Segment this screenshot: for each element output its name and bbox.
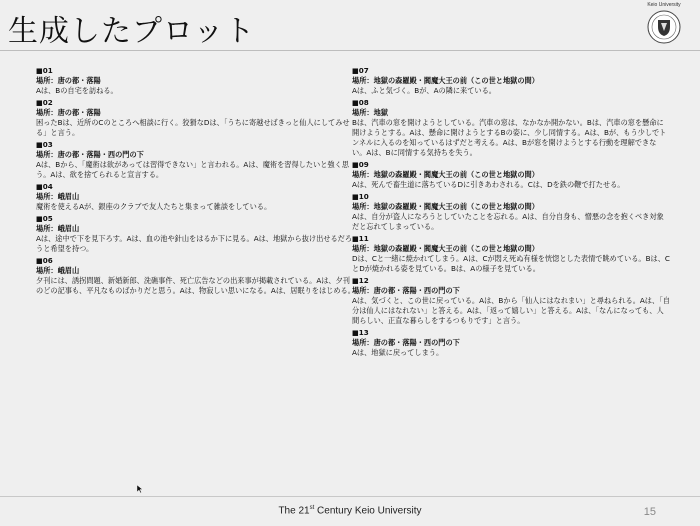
scene-number: ■08 [352,98,369,107]
scene-number: ■03 [36,140,53,149]
scene-place: 場所：地獄の森羅殿・閻魔大王の前（この世と地獄の間） [352,202,539,211]
scene-number: ■06 [36,256,53,265]
crest-icon [647,10,681,44]
footer-divider [0,496,700,497]
scene-place: 場所：唐の都・落陽・西の門の下 [352,286,460,295]
scene-body: 魔術を使えるAが、銀座のクラブで友人たちと集まって雑談をしている。 [36,202,272,211]
scene-04 [36,182,356,212]
page-number: 15 [643,506,656,518]
scene-11 [352,234,670,274]
scene-place: 場所：地獄の森羅殿・閻魔大王の前（この世と地獄の間） [352,244,539,253]
scene-body: Aは、自分が盗人になろうとしていたことを忘れる。Aは、自分自身も、憎悪の念を抱くべき対象だと忘れてしまっている。 [352,212,664,231]
footer-pre: The 21 [278,505,310,517]
footer-university [0,505,700,516]
scene-number: ■13 [352,328,369,337]
keio-logo [634,2,694,52]
scene-place: 場所：唐の都・落陽 [36,76,101,85]
scene-number: ■09 [352,160,369,169]
scene-place: 場所：地獄 [352,108,388,117]
footer-post: Century Keio University [314,505,422,517]
scene-01 [36,66,356,96]
scene-03 [36,140,356,180]
logo-text: Keio University [647,2,681,8]
scene-number: ■10 [352,192,369,201]
slide-title: 生成したプロット [8,14,256,49]
scene-number: ■02 [36,98,53,107]
scene-number: ■04 [36,182,53,191]
title-divider [0,50,700,51]
scene-place: 場所：峨眉山 [36,266,80,275]
scene-body: 夕刊には、誘拐問題、新婚新郎、洗礁事件、死亡広告などの出来事が掲載されている。Aは、夕刊のどの記事も、平凡なものばかりだと思う。Aは、物寂しい思いになる。Aは、居眠りをはじめる。 [36,276,355,295]
scene-02 [36,98,356,138]
scene-place: 場所：峨眉山 [36,192,80,201]
scene-place: 場所：地獄の森羅殿・閻魔大王の前（この世と地獄の間） [352,76,539,85]
scene-number: ■07 [352,66,369,75]
scene-08 [352,98,670,158]
scene-place: 場所：唐の都・落陽・西の門の下 [352,338,460,347]
scene-body: Aは、ふと気づく。Bが、Aの隣に来ている。 [352,86,496,95]
scene-12 [352,276,670,326]
scene-10 [352,192,670,232]
scene-body: Aは、気づくと、この世に戻っている。Aは、Bから「仙人にはなれまい」と尋ねられる。Aは、「自分は仙人にはなれない」と答える。Aは、「返って嬉しい」と答える。Aは、「なんになっても、人間らしい、正直な暮らしをするつもりです」と言う。 [352,296,670,325]
scene-05 [36,214,356,254]
footer-sup: st [309,505,315,511]
scene-body: Aは、Bから、「魔術は欲があっては習得できない」と言われる。Aは、魔術を習得したいと強く思う。Aは、欲を捨てられると宣言する。 [36,160,349,179]
scene-body: Aは、地獄に戻ってしまう。 [352,348,444,357]
scene-place: 場所：峨眉山 [36,224,80,233]
scene-place: 場所：唐の都・落陽・西の門の下 [36,150,144,159]
scene-body: Aは、Bの自宅を訪ねる。 [36,86,118,95]
scene-body: 困ったBは、近所のCのところへ相談に行く。狡猾なDは、「うちに寄越せばきっと仙人にしてみせる」と言う。 [36,118,350,137]
scene-place: 場所：地獄の森羅殿・閻魔大王の前（この世と地獄の間） [352,170,539,179]
left-column [36,66,356,298]
scene-13 [352,328,670,358]
scene-body: Aは、途中で下を見下ろす。Aは、血の池や針山をはるか下に見る。Aは、地獄から抜け出せるだろうと希望を持つ。 [36,234,353,253]
right-column [352,66,670,360]
scene-06 [36,256,356,296]
scene-number: ■11 [352,234,369,243]
scene-number: ■05 [36,214,53,223]
scene-09 [352,160,670,190]
scene-number: ■12 [352,276,369,285]
scene-07 [352,66,670,96]
scene-number: ■01 [36,66,53,75]
mouse-cursor-icon [137,485,143,493]
scene-body: Aは、死んで畜生道に落ちているDに引きあわされる。Cは、Dを鉄の鞭で打たせる。 [352,180,625,189]
scene-body: Dは、Cと一緒に焼かれてしまう。Aは、Cが悶え死ぬ有様を恍惚とした表情で眺めている。Bは、CとDが焼かれる姿を見ている。Bは、Aの様子を見ている。 [352,254,670,273]
scene-body: Bは、汽車の窓を開けようとしている。汽車の窓は、なかなか開かない。Bは、汽車の窓を懸命に開けようとする。Aは、懸命に開けようとするBの姿に、少し同情する。Aは、Bが、もう少しでトンネルに入るのを知っているはずだと考える。Aは、Bが窓を開けようとする行動を理解できない。Aは、Bに同情する気持ちを失う。 [352,118,667,157]
scene-place: 場所：唐の都・落陽 [36,108,101,117]
